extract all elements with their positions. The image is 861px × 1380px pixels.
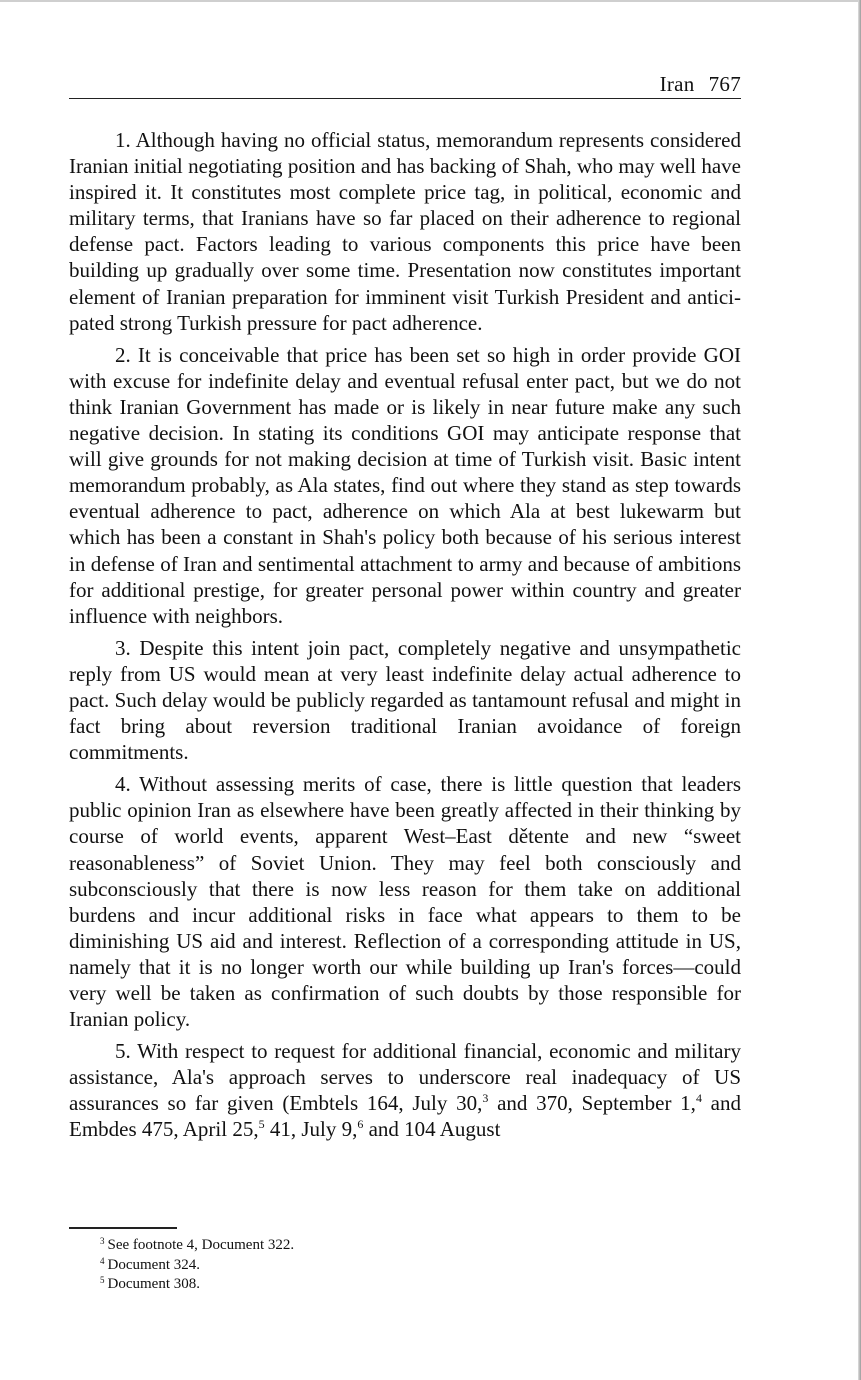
footnote-text: Document 308. [107,1276,200,1292]
header-text [660,72,741,96]
footnotes [100,1236,740,1295]
paragraph-5 [69,1038,741,1142]
paragraph-4: 4. Without assessing merits of case, there is little question that leaders public opinion Iran as elsewhere have been greatly affected in their thinking by course of world events, apparent West–East dětente and new “sweet reasonableness” of Soviet Union. They may feel both consciously and subconsciously that there is now less reason for them take on additional burdens and incur additional risks in face what appears to them to be diminishing US aid and interest. Reflection of a corresponding attitude in US, namely that it is no longer worth our while building up Iran's forces—could very well be taken as confirmation of such doubts by those responsible for Iranian policy. [69,772,741,1032]
footnote-text: See footnote 4, Document 322. [107,1237,295,1253]
footnote-ref: 5 [258,1117,265,1132]
footnote [100,1275,740,1295]
paragraph-1: 1. Although having no official status, memorandum represents considered Iranian initial negotiating position and has backing of Shah, who may well have inspired it. It constitutes most complete price tag, in political, economic and military terms, that Iranians have so far placed on their adherence to regional defense pact. Factors leading to various components this price have been building up gradually over some time. Presentation now constitutes important element of Iranian preparation for imminent visit Turkish President and anticipated strong Turkish pressure for pact adherence. [69,128,741,335]
footnote-ref: 4 [695,1091,702,1106]
footnote-text: Document 324. [107,1256,200,1273]
paragraph-2: 2. It is conceivable that price has been set so high in order provide GOI with excuse for indefinite delay and eventual refusal enter pact, but we do not think Iranian Government has made or is likely in near future make any such negative decision. In stating its conditions GOI may anticipate response that will give grounds for not making decision at time of Turkish visit. Basic intent memorandum probably, as Ala states, find out where they stand as step towards eventual adherence to pact, adherence on which Ala at best lukewarm but which has been a constant in Shah's policy both because of his serious interest in defense of Iran and sentimental attachment to army and because of ambitions for additional prestige, for greater personal power within country and greater influence with neighbors. [69,342,741,628]
footnote-number: 3 [100,1236,105,1246]
paragraph-3: 3. Despite this intent join pact, completely negative and unsympathetic reply from US would mean at very least indefinite delay actual adherence to pact. Such delay would be publicly regarded as tantamount refusal and might in fact bring about reversion traditional Iranian avoidance of foreign commitments. [69,635,741,765]
paragraph-5-text: 41, July 9, [264,1117,358,1142]
footnote [100,1256,740,1276]
footnote [100,1236,740,1256]
header-section: Iran [659,72,695,96]
footnote-number: 5 [100,1275,105,1285]
footnote-divider [69,1227,177,1229]
footnote-number: 4 [100,1255,105,1266]
document-body [69,127,741,1149]
page-top-edge [0,0,861,2]
footnote-ref: 3 [482,1091,489,1106]
paragraph-5-text: and Embdes 475, April 25, [69,1091,741,1142]
footnote-ref: 6 [357,1117,364,1132]
paragraph-5-text: and 104 August [363,1117,501,1142]
page-number: 767 [708,72,741,96]
paragraph-5-text: and 370, September 1, [488,1091,696,1116]
paragraph-5-text: 5. With respect to request for additional financial, economic and military assistance, Ala's approach serves to underscore real inadequacy of US assurances so far given (Embtels 164, July 30, [69,1039,741,1116]
running-header [69,70,741,99]
